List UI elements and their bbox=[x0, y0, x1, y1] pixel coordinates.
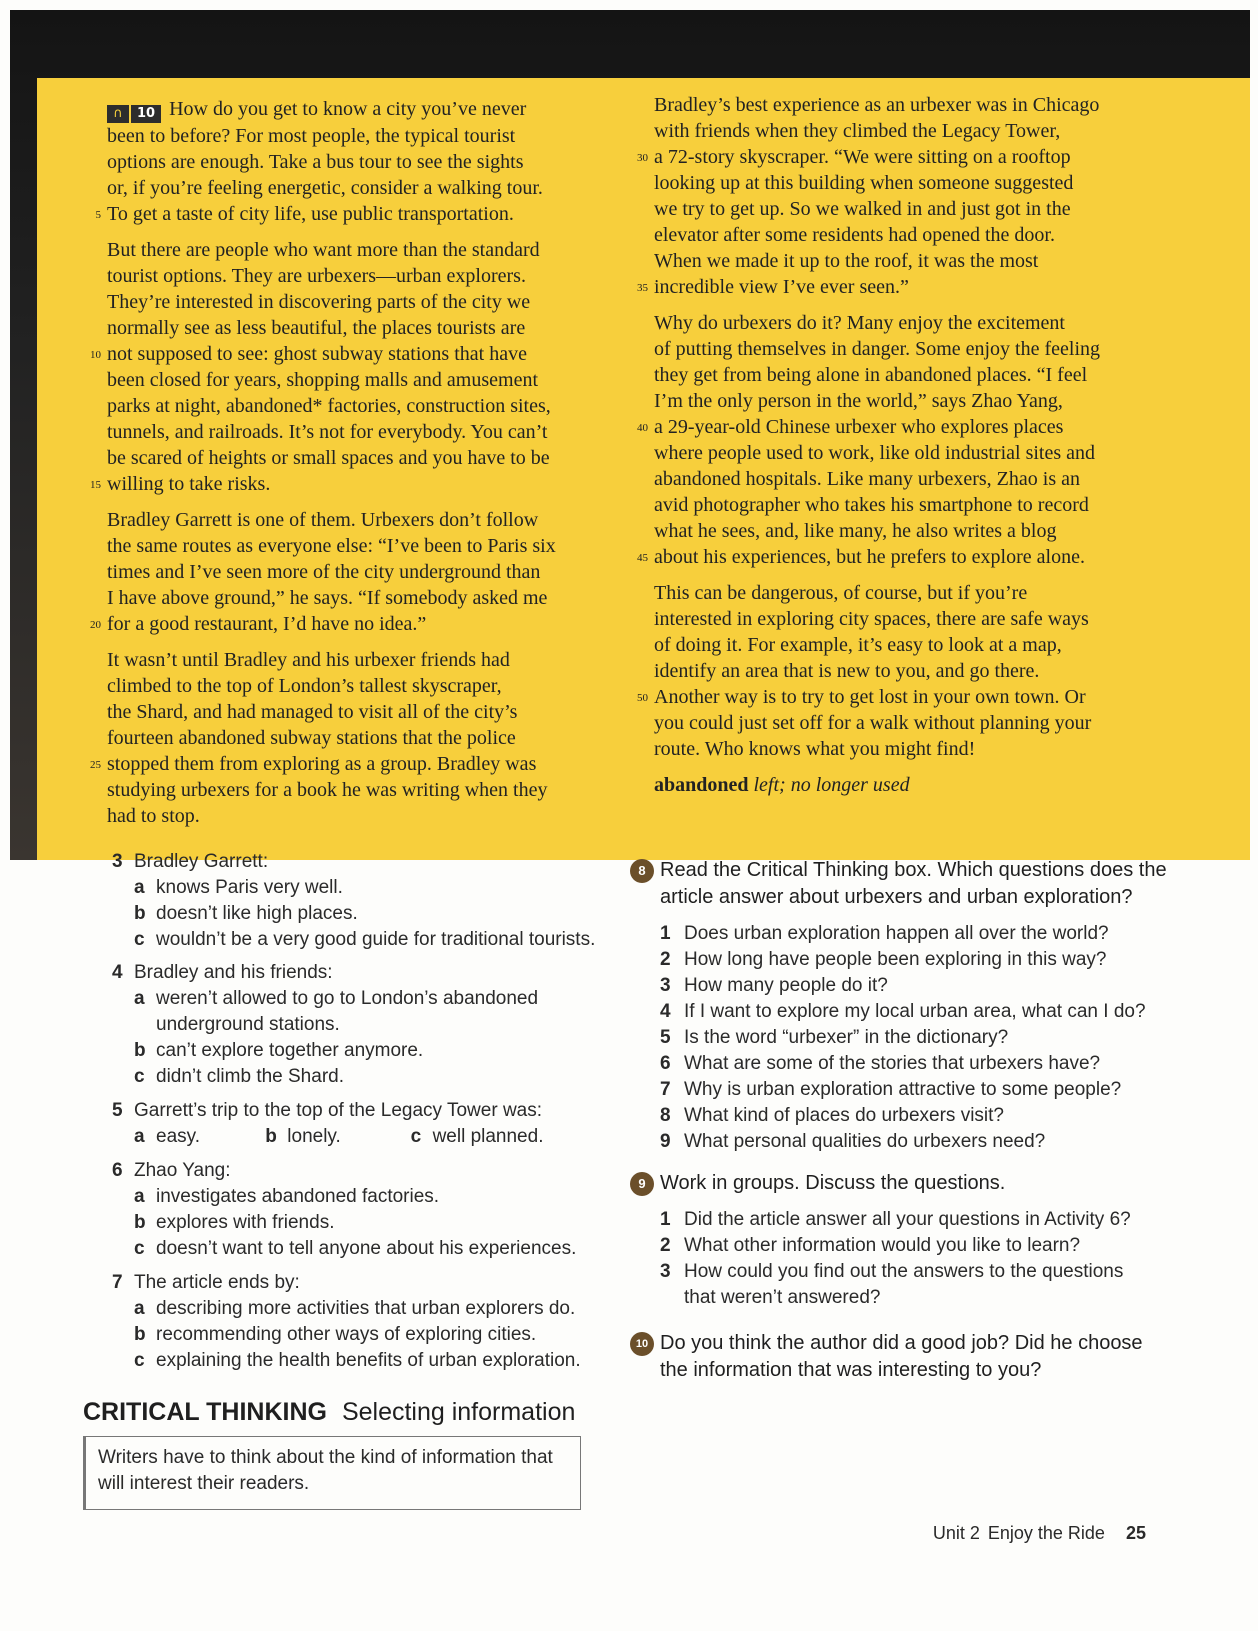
article-line bbox=[654, 118, 1154, 144]
track-number: 10 bbox=[131, 105, 161, 123]
article-text: They’re interested in discovering parts of the city we bbox=[107, 291, 531, 313]
article-text: It wasn’t until Bradley and his urbexer friends had bbox=[107, 649, 510, 671]
article-line bbox=[107, 507, 607, 533]
article-line bbox=[654, 632, 1154, 658]
article-line bbox=[637, 274, 1154, 300]
question-3: 3 Bradley Garrett: a knows Paris very well. b doesn’t like high places. c wouldn’t be a very good guide for traditional tourists. bbox=[112, 851, 596, 950]
article-text: about his experiences, but he prefers to explore alone. bbox=[654, 546, 1085, 568]
list-item bbox=[660, 1233, 1190, 1259]
article-line bbox=[107, 367, 607, 393]
item-text: What personal qualities do urbexers need? bbox=[684, 1131, 1046, 1152]
article-line bbox=[107, 289, 607, 315]
article-line bbox=[654, 492, 1154, 518]
option-text: describing more activities that urban explorers do. bbox=[156, 1298, 576, 1319]
list-item bbox=[660, 999, 1190, 1025]
article-text: had to stop. bbox=[107, 805, 200, 827]
option-text: wouldn’t be a very good guide for traditional tourists. bbox=[156, 929, 596, 950]
article-line bbox=[107, 445, 607, 471]
article-line bbox=[107, 777, 607, 803]
item-text: If I want to explore my local urban area, what can I do? bbox=[684, 1001, 1146, 1022]
article-line bbox=[107, 803, 607, 829]
article-text: be scared of heights or small spaces and you have to be bbox=[107, 447, 550, 469]
item-number: 3 bbox=[660, 1261, 671, 1282]
activity-number-badge: 9 bbox=[630, 1172, 654, 1196]
question-4: 4 Bradley and his friends: a weren’t allowed to go to London’s abandoned underground stations. b can’t explore together anymore. c didn’t climb the Shard. bbox=[112, 962, 539, 1087]
article-column-right bbox=[637, 92, 1154, 808]
article-line bbox=[637, 684, 1154, 710]
article-text: tourist options. They are urbexers—urban explorers. bbox=[107, 265, 526, 287]
article-line bbox=[654, 388, 1154, 414]
article-line bbox=[654, 362, 1154, 388]
option-text: doesn’t want to tell anyone about his experiences. bbox=[156, 1238, 577, 1259]
item-number: 9 bbox=[660, 1131, 671, 1152]
article-paragraph bbox=[637, 310, 1154, 570]
article-line bbox=[107, 237, 607, 263]
option-text: explaining the health benefits of urban exploration. bbox=[156, 1350, 581, 1371]
item-text: What kind of places do urbexers visit? bbox=[684, 1105, 1004, 1126]
item-number: 6 bbox=[660, 1053, 671, 1074]
article-line bbox=[107, 149, 607, 175]
article-text: we try to get up. So we walked in and just got in the bbox=[654, 198, 1071, 220]
article-paragraph bbox=[90, 507, 607, 637]
list-item bbox=[660, 921, 1190, 947]
question-6: 6 Zhao Yang: a investigates abandoned factories. b explores with friends. c doesn’t want to tell anyone about his experiences. bbox=[112, 1160, 577, 1259]
item-text: What other information would you like to learn? bbox=[684, 1235, 1081, 1256]
headphones-icon: ∩ bbox=[107, 105, 129, 123]
article-line bbox=[107, 673, 607, 699]
article-text: To get a taste of city life, use public transportation. bbox=[107, 203, 514, 225]
item-text: How many people do it? bbox=[684, 975, 888, 996]
line-number: 30 bbox=[637, 152, 648, 164]
glossary-definition: left; no longer used bbox=[753, 774, 910, 796]
line-number: 10 bbox=[90, 349, 101, 361]
item-text: How long have people been exploring in this way? bbox=[684, 949, 1107, 970]
article-line bbox=[107, 699, 607, 725]
item-text: Is the word “urbexer” in the dictionary? bbox=[684, 1027, 1009, 1048]
article-column-left bbox=[90, 96, 607, 839]
article-line bbox=[654, 440, 1154, 466]
article-line bbox=[107, 647, 607, 673]
item-number: 8 bbox=[660, 1105, 671, 1126]
item-number: 3 bbox=[660, 975, 671, 996]
article-line bbox=[637, 144, 1154, 170]
option-text: weren’t allowed to go to London’s abandoned bbox=[156, 988, 539, 1009]
line-number: 20 bbox=[90, 619, 101, 631]
article-line bbox=[107, 559, 607, 585]
article-text: been to before? For most people, the typical tourist bbox=[107, 125, 516, 147]
activity-number-badge: 10 bbox=[630, 1332, 654, 1356]
option-text: investigates abandoned factories. bbox=[156, 1186, 440, 1207]
article-text: But there are people who want more than the standard bbox=[107, 239, 540, 261]
option-text: explores with friends. bbox=[156, 1212, 335, 1233]
option-text: recommending other ways of exploring cities. bbox=[156, 1324, 537, 1345]
activity-8-list bbox=[630, 921, 1190, 1155]
article-text: times and I’ve seen more of the city underground than bbox=[107, 561, 541, 583]
glossary-entry bbox=[654, 772, 1154, 798]
item-number: 7 bbox=[660, 1079, 671, 1100]
item-text: Why is urban exploration attractive to some people? bbox=[684, 1079, 1122, 1100]
line-number: 15 bbox=[90, 479, 101, 491]
article-paragraph bbox=[90, 647, 607, 829]
question-5: 5 Garrett’s trip to the top of the Legacy Tower was: a easy. b lonely. c well planned. bbox=[112, 1098, 543, 1150]
article-text: Another way is to try to get lost in your own town. Or bbox=[654, 686, 1086, 708]
article-text: How do you get to know a city you’ve never bbox=[169, 98, 527, 120]
article-text: route. Who knows what you might find! bbox=[654, 738, 976, 760]
list-item bbox=[660, 1129, 1190, 1155]
article-line bbox=[637, 544, 1154, 570]
article-line bbox=[95, 201, 607, 227]
line-number: 25 bbox=[90, 759, 101, 771]
list-item bbox=[660, 1025, 1190, 1051]
article-line bbox=[107, 315, 607, 341]
article-text: tunnels, and railroads. It’s not for everybody. You can’t bbox=[107, 421, 548, 443]
article-paragraph bbox=[90, 237, 607, 497]
item-text: Does urban exploration happen all over the world? bbox=[684, 923, 1109, 944]
article-text: I’m the only person in the world,” says Zhao Yang, bbox=[654, 390, 1063, 412]
article-paragraph bbox=[637, 92, 1154, 300]
article-line bbox=[654, 222, 1154, 248]
article-line bbox=[654, 92, 1154, 118]
article-text: When we made it up to the roof, it was the most bbox=[654, 250, 1039, 272]
article-paragraph bbox=[95, 96, 607, 227]
item-number: 2 bbox=[660, 1235, 671, 1256]
article-text: avid photographer who takes his smartphone to record bbox=[654, 494, 1089, 516]
article-text: you could just set off for a walk without planning your bbox=[654, 712, 1092, 734]
article-line bbox=[107, 393, 607, 419]
article-line bbox=[107, 175, 607, 201]
page-number: 25 bbox=[1125, 1523, 1146, 1543]
article-text: studying urbexers for a book he was writing when they bbox=[107, 779, 548, 801]
item-number: 1 bbox=[660, 1209, 671, 1230]
audio-track-badge bbox=[107, 105, 161, 123]
list-item bbox=[660, 1103, 1190, 1129]
page-footer bbox=[933, 1523, 1146, 1544]
item-number: 4 bbox=[660, 1001, 671, 1022]
article-text: interested in exploring city spaces, there are safe ways bbox=[654, 608, 1089, 630]
footer-unit: Unit 2 bbox=[932, 1523, 980, 1543]
article-text: This can be dangerous, of course, but if you’re bbox=[654, 582, 1028, 604]
activity-9-list bbox=[630, 1207, 1190, 1285]
article-text: Why do urbexers do it? Many enjoy the excitement bbox=[654, 312, 1065, 334]
article-line bbox=[107, 419, 607, 445]
critical-thinking-heading: CRITICAL THINKING Selecting information bbox=[83, 1398, 576, 1426]
article-text: looking up at this building when someone suggested bbox=[654, 172, 1074, 194]
article-text: the same routes as everyone else: “I’ve been to Paris six bbox=[107, 535, 556, 557]
line-number: 50 bbox=[637, 692, 648, 704]
critical-thinking-box: Writers have to think about the kind of information that will interest their readers. bbox=[83, 1436, 581, 1510]
article-text: Bradley Garrett is one of them. Urbexers don’t follow bbox=[107, 509, 539, 531]
list-item-continuation: that weren’t answered? bbox=[684, 1287, 881, 1308]
option-text: lonely. bbox=[287, 1126, 341, 1147]
article-line bbox=[90, 471, 607, 497]
article-text: or, if you’re feeling energetic, consider a walking tour. bbox=[107, 177, 543, 199]
glossary-word: abandoned bbox=[654, 774, 749, 796]
list-item bbox=[660, 1259, 1190, 1285]
item-text: Did the article answer all your questions in Activity 6? bbox=[684, 1209, 1131, 1230]
option-text: well planned. bbox=[432, 1126, 544, 1147]
list-item bbox=[660, 1077, 1190, 1103]
option-text: easy. bbox=[156, 1126, 201, 1147]
article-text: not supposed to see: ghost subway stations that have bbox=[107, 343, 527, 365]
option-text: can’t explore together anymore. bbox=[156, 1040, 424, 1061]
article-line bbox=[107, 123, 607, 149]
article-line bbox=[654, 736, 1154, 762]
article-text: parks at night, abandoned* factories, construction sites, bbox=[107, 395, 551, 417]
article-line bbox=[654, 658, 1154, 684]
article-text: of putting themselves in danger. Some enjoy the feeling bbox=[654, 338, 1101, 360]
article-line bbox=[90, 751, 607, 777]
article-text: what he sees, and, like many, he also writes a blog bbox=[654, 520, 1057, 542]
article-line bbox=[107, 533, 607, 559]
article-text: climbed to the top of London’s tallest skyscraper, bbox=[107, 675, 502, 697]
activity-10: 10 Do you think the author did a good job? Did he choose the information that was interesting to you? bbox=[630, 1330, 1210, 1384]
article-line bbox=[654, 310, 1154, 336]
article-text: incredible view I’ve ever seen.” bbox=[654, 276, 909, 298]
article-text: identify an area that is new to you, and go there. bbox=[654, 660, 1040, 682]
footer-unit-title: Enjoy the Ride bbox=[987, 1523, 1105, 1543]
list-item bbox=[660, 947, 1190, 973]
article-text: a 72-story skyscraper. “We were sitting on a rooftop bbox=[654, 146, 1071, 168]
option-text: doesn’t like high places. bbox=[156, 903, 358, 924]
line-number: 35 bbox=[637, 282, 648, 294]
option-text: knows Paris very well. bbox=[156, 877, 343, 898]
article-text: a 29-year-old Chinese urbexer who explores places bbox=[654, 416, 1064, 438]
activity-number-badge: 8 bbox=[630, 859, 654, 883]
item-text: How could you find out the answers to the questions bbox=[684, 1261, 1124, 1282]
article-text: Bradley’s best experience as an urbexer was in Chicago bbox=[654, 94, 1100, 116]
option-text: didn’t climb the Shard. bbox=[156, 1066, 344, 1087]
article-text: they get from being alone in abandoned places. “I feel bbox=[654, 364, 1088, 386]
article-line bbox=[90, 341, 607, 367]
article-text: the Shard, and had managed to visit all of the city’s bbox=[107, 701, 518, 723]
article-line bbox=[90, 611, 607, 637]
article-text: fourteen abandoned subway stations that the police bbox=[107, 727, 516, 749]
article-line bbox=[654, 580, 1154, 606]
article-text: stopped them from exploring as a group. Bradley was bbox=[107, 753, 537, 775]
item-number: 2 bbox=[660, 949, 671, 970]
article-line bbox=[637, 414, 1154, 440]
article-text: for a good restaurant, I’d have no idea.” bbox=[107, 613, 427, 635]
option-text-cont: underground stations. bbox=[156, 1014, 340, 1035]
activity-9: 9 Work in groups. Discuss the questions. 1 Did the article answer all your questions in Activity 6? 2 What other information would you like to learn? 3 How could you find out the answers to the questions that weren’t answered? bbox=[630, 1170, 1190, 1311]
article-line bbox=[654, 170, 1154, 196]
activity-8: 8 Read the Critical Thinking box. Which questions does the article answer about urbexers and urban exploration? 1 Does urban exploration happen all over the world? 2 How long have people been exploring in this way? 3 How many people do it? 4 If I want to explore my local urban area, what can I do? 5 Is the word “urbexer” in the dictionary? 6 What are some of the stories that urbexers have? 7 Why is urban exploration attractive to some people? 8 What kind of places do urbexers visit? 9 What personal qualities do urbexers need? bbox=[630, 857, 1190, 1155]
article-text: I have above ground,” he says. “If somebody asked me bbox=[107, 587, 548, 609]
article-paragraph bbox=[637, 580, 1154, 762]
article-text: of doing it. For example, it’s easy to look at a map, bbox=[654, 634, 1062, 656]
article-line bbox=[654, 518, 1154, 544]
article-line bbox=[107, 96, 607, 123]
article-line bbox=[107, 585, 607, 611]
article-line bbox=[654, 336, 1154, 362]
article-line bbox=[654, 248, 1154, 274]
article-text: options are enough. Take a bus tour to see the sights bbox=[107, 151, 524, 173]
article-line bbox=[107, 725, 607, 751]
article-line bbox=[107, 263, 607, 289]
article-text: where people used to work, like old industrial sites and bbox=[654, 442, 1096, 464]
article-text: willing to take risks. bbox=[107, 473, 271, 495]
article-text: normally see as less beautiful, the places tourists are bbox=[107, 317, 526, 339]
list-item bbox=[660, 973, 1190, 999]
article-text: elevator after some residents had opened the door. bbox=[654, 224, 1055, 246]
article-line bbox=[654, 196, 1154, 222]
question-7: 7 The article ends by: a describing more activities that urban explorers do. b recommending other ways of exploring cities. c explaining the health benefits of urban exploration. bbox=[112, 1272, 581, 1371]
article-line bbox=[654, 606, 1154, 632]
item-text: What are some of the stories that urbexers have? bbox=[684, 1053, 1101, 1074]
line-number: 40 bbox=[637, 422, 648, 434]
item-number: 5 bbox=[660, 1027, 671, 1048]
line-number: 5 bbox=[95, 209, 101, 221]
article-line bbox=[654, 466, 1154, 492]
article-line bbox=[654, 710, 1154, 736]
article-text: been closed for years, shopping malls and amusement bbox=[107, 369, 538, 391]
list-item bbox=[660, 1051, 1190, 1077]
article-text: abandoned hospitals. Like many urbexers, Zhao is an bbox=[654, 468, 1080, 490]
article-text: with friends when they climbed the Legacy Tower, bbox=[654, 120, 1061, 142]
list-item bbox=[660, 1207, 1190, 1233]
line-number: 45 bbox=[637, 552, 648, 564]
item-number: 1 bbox=[660, 923, 671, 944]
